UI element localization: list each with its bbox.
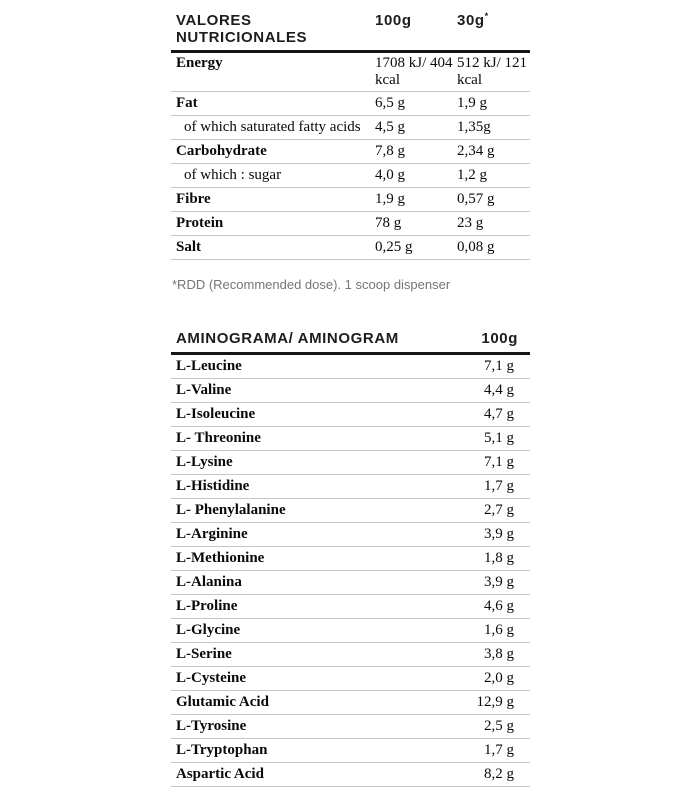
amino-value: 4,7 g [484,406,514,422]
table-row [171,116,530,140]
amino-value: 5,1 g [484,430,514,446]
col-header-30g [457,12,530,29]
table-row [171,763,530,787]
table-row [171,92,530,116]
row-value-30g: 1,2 g [457,167,487,183]
amino-label: Aspartic Acid [176,766,264,782]
amino-value: 8,2 g [484,766,514,782]
amino-label: L-Glycine [176,622,241,638]
row-value-100g: 4,0 g [375,167,405,183]
amino-label: L-Valine [176,382,232,398]
row-value-100g: 4,5 g [375,119,405,135]
row-value-100g: 1,9 g [375,191,405,207]
row-value-100g [375,55,457,89]
amino-value: 1,7 g [484,742,514,758]
amino-value: 2,7 g [484,502,514,518]
value-line: 512 kJ/ 121 [457,55,528,71]
row-value-30g: 1,9 g [457,95,487,111]
row-label: Protein [176,215,224,231]
amino-label: L-Tryptophan [176,742,268,758]
nutrition-table [171,0,530,260]
amino-label: L-Proline [176,598,238,614]
amino-label: L- Phenylalanine [176,502,286,518]
row-value-30g [457,55,530,89]
value-line: 1708 kJ/ 404 [375,55,453,71]
row-value-30g: 1,35g [457,119,491,135]
table-row [171,715,530,739]
rdd-footnote: *RDD (Recommended dose). 1 scoop dispenser [172,277,451,292]
table-row [171,164,530,188]
table-row [171,140,530,164]
table-row [171,667,530,691]
table-row [171,499,530,523]
table-row [171,691,530,715]
row-label: of which : sugar [184,167,282,183]
amino-value: 4,4 g [484,382,514,398]
nutrition-table-header [171,0,530,53]
value-line: kcal [457,72,482,88]
amino-label: L-Leucine [176,358,242,374]
amino-value: 12,9 g [476,694,514,710]
table-row [171,547,530,571]
amino-label: L-Tyrosine [176,718,247,734]
row-label: Fat [176,95,198,111]
col-header-100g: 100g [481,330,518,347]
amino-value: 3,9 g [484,574,514,590]
table-row [171,595,530,619]
amino-value: 2,5 g [484,718,514,734]
nutrition-table-title: VALORES NUTRICIONALES [176,12,308,46]
row-value-100g: 6,5 g [375,95,405,111]
row-label: Energy [176,55,223,71]
col-header-100g: 100g [375,12,412,29]
aminogram-table [171,330,530,787]
amino-value: 1,8 g [484,550,514,566]
amino-label: L-Methionine [176,550,265,566]
col-header-30g-label: 30g [457,12,485,29]
amino-label: L- Threonine [176,430,261,446]
row-label: of which saturated fatty acids [184,119,361,135]
table-row [171,403,530,427]
row-value-100g: 78 g [375,215,402,231]
table-row [171,571,530,595]
amino-label: L-Isoleucine [176,406,256,422]
table-row [171,475,530,499]
aminogram-table-title: AMINOGRAMA/ AMINOGRAM [176,330,399,347]
table-row [171,236,530,260]
amino-value: 3,9 g [484,526,514,542]
amino-value: 7,1 g [484,454,514,470]
amino-label: L-Alanina [176,574,242,590]
amino-label: Glutamic Acid [176,694,269,710]
amino-label: L-Arginine [176,526,248,542]
table-row [171,355,530,379]
row-value-100g: 7,8 g [375,143,405,159]
table-row [171,739,530,763]
table-row [171,523,530,547]
row-value-30g: 2,34 g [457,143,495,159]
row-value-30g: 0,57 g [457,191,495,207]
amino-value: 7,1 g [484,358,514,374]
table-row [171,427,530,451]
amino-label: L-Serine [176,646,232,662]
amino-value: 1,7 g [484,478,514,494]
row-value-100g: 0,25 g [375,239,413,255]
aminogram-table-header [171,330,530,355]
table-row [171,619,530,643]
table-row [171,212,530,236]
row-value-30g: 23 g [457,215,484,231]
table-row [171,643,530,667]
row-label: Salt [176,239,202,255]
amino-label: L-Lysine [176,454,233,470]
table-row [171,451,530,475]
row-label: Fibre [176,191,211,207]
table-row [171,188,530,212]
amino-value: 2,0 g [484,670,514,686]
table-row [171,53,530,92]
nutrition-panel [171,0,530,787]
amino-value: 1,6 g [484,622,514,638]
amino-label: L-Cysteine [176,670,246,686]
row-value-30g: 0,08 g [457,239,495,255]
amino-label: L-Histidine [176,478,250,494]
amino-value: 4,6 g [484,598,514,614]
row-label: Carbohydrate [176,143,267,159]
asterisk-mark: * [484,11,489,21]
amino-value: 3,8 g [484,646,514,662]
value-line: kcal [375,72,400,88]
table-row [171,379,530,403]
